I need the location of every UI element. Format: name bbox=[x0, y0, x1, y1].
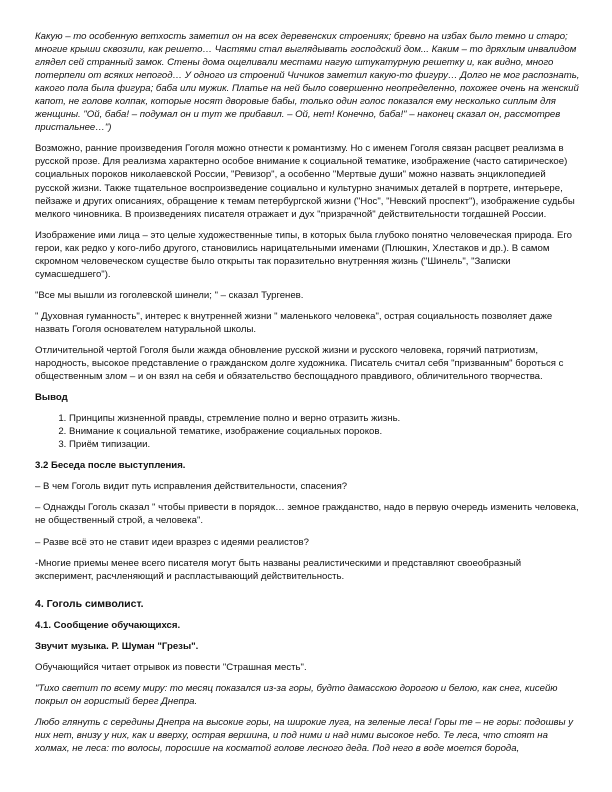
quote-paragraph: Любо глянуть с середины Днепра на высокие горы, на широкие луга, на зеленые леса! Горы те – не горы: подошвы у них нет, внизу у них, как и вверху, острая вершина, и под ними и над ними высокое небо. Те леса, что стоят на холмах, не леса: то волосы, поросшие на косматой голове лесного деда. Под него в воде моется борода, bbox=[35, 717, 574, 755]
subsection-heading: 4.1. Сообщение обучающихся. bbox=[35, 619, 181, 631]
conclusion-list bbox=[35, 412, 580, 451]
paragraph: Возможно, ранние произведения Гоголя можно отнести к романтизму. Но с именем Гоголя связан расцвет реализма в русской прозе. Для реализма характерно особое внимание к социальной тематике, изображение (часто сатирическое) социальных пороков николаевской России, "Ревизор", а особенно "Мертвые души" можно назвать энциклопедией русской жизни. Также тщательное воспроизведение социально и культурно значимых деталей в портрете, интерьере, пейзаже и других описаниях, обращение к темам петербургской жизни ("Нос", "Невский проспект"), изображение судьбы мелкого чиновника. В произведениях писателя отражает и дух "призрачной" действительности тогдашней России. bbox=[35, 143, 575, 220]
paragraph: Изображение ими лица – это целые художественные типы, в которых была глубоко понятно человеческая природа. Его герои, как редко у кого-либо другого, становились нарицательными именами (Плюшкин, Хлестаков и др.). В самом скромном человеческом существе было открыты так поразительно внутренняя жизнь ("Шинель", "Записки сумасшедшего"). bbox=[35, 229, 573, 280]
dialogue-line: – Однажды Гоголь сказал " чтобы привести в порядок… земное гражданство, надо в первую очередь изменить человека, не общественный строй, а человека". bbox=[35, 502, 579, 527]
quote-paragraph: Какую – то особенную ветхость заметил он на всех деревенских строениях; бревно на избах было темно и старо; многие крыши сквозили, как решето… Частями стал выглядывать господский дом... Каким – то дряхлым инвалидом глядел сей странный замок. Стены дома ощеливали местами нагую штукатурную решетку и, как видно, много потерпели от всяких непогод… У одного из строений Чичиков заметил какую-то фигуру… Долго не мог распознать, какого пола была фигура; баба или мужик. Платье на ней было совершенно неопределенно, похожее очень на женский капот, не голове колпак, которые носят дворовые бабы, только один голос показался ему несколько сиплым для женщины. "Ой, баба! – подумал он и тут же прибавил. – Ой, нет! Конечно, баба!" – наконец сказал он, рассмотрев пристальнее…") bbox=[35, 31, 580, 134]
quote-paragraph: "Тихо светит по всему миру: то месяц показался из-за горы, будто дамасскою дорогою и белою, как снег, кисейю покрыл он гористый берег Днепра. bbox=[35, 683, 558, 708]
chapter-heading: 4. Гоголь символист. bbox=[35, 597, 144, 610]
list-item: 1. Принципы жизненной правды, стремление полно и верно отразить жизнь. bbox=[69, 412, 580, 425]
paragraph: "Все мы вышли из гоголевской шинели; " – сказал Тургенев. bbox=[35, 289, 304, 301]
dialogue-line: – В чем Гоголь видит путь исправления действительности, спасения? bbox=[35, 481, 348, 493]
section-heading: 3.2 Беседа после выступления. bbox=[35, 460, 186, 472]
paragraph: Обучающийся читает отрывок из повести "Страшная месть". bbox=[35, 662, 307, 673]
paragraph: " Духовная гуманность", интерес к внутренней жизни " маленького человека", острая социальность позволяет даже назвать Гоголя основателем натуральной школы. bbox=[35, 310, 553, 335]
paragraph: Отличительной чертой Гоголя были жажда обновление русской жизни и русского человека, горячий патриотизм, народность, высокое представление о гражданском долге художника. Писатель считал себя "призванным" бороться с общественным злом – и он взял на себя и обязательство беспощадного правдивого, обличительного творчества. bbox=[35, 344, 564, 383]
list-item: 2. Внимание к социальной тематике, изображение социальных пороков. bbox=[69, 425, 580, 438]
music-note: Звучит музыка. Р. Шуман "Грезы". bbox=[35, 640, 199, 652]
dialogue-line: – Разве всё это не ставит идеи вразрез с идеями реалистов? bbox=[35, 536, 309, 548]
document-page bbox=[35, 30, 580, 763]
list-item: 3. Приём типизации. bbox=[69, 438, 580, 451]
conclusion-heading: Вывод bbox=[35, 392, 68, 404]
dialogue-line: -Многие приемы менее всего писателя могут быть названы реалистическими и представляют своеобразный эксперимент, расчленяющий и распластывающий действительность. bbox=[35, 557, 522, 582]
